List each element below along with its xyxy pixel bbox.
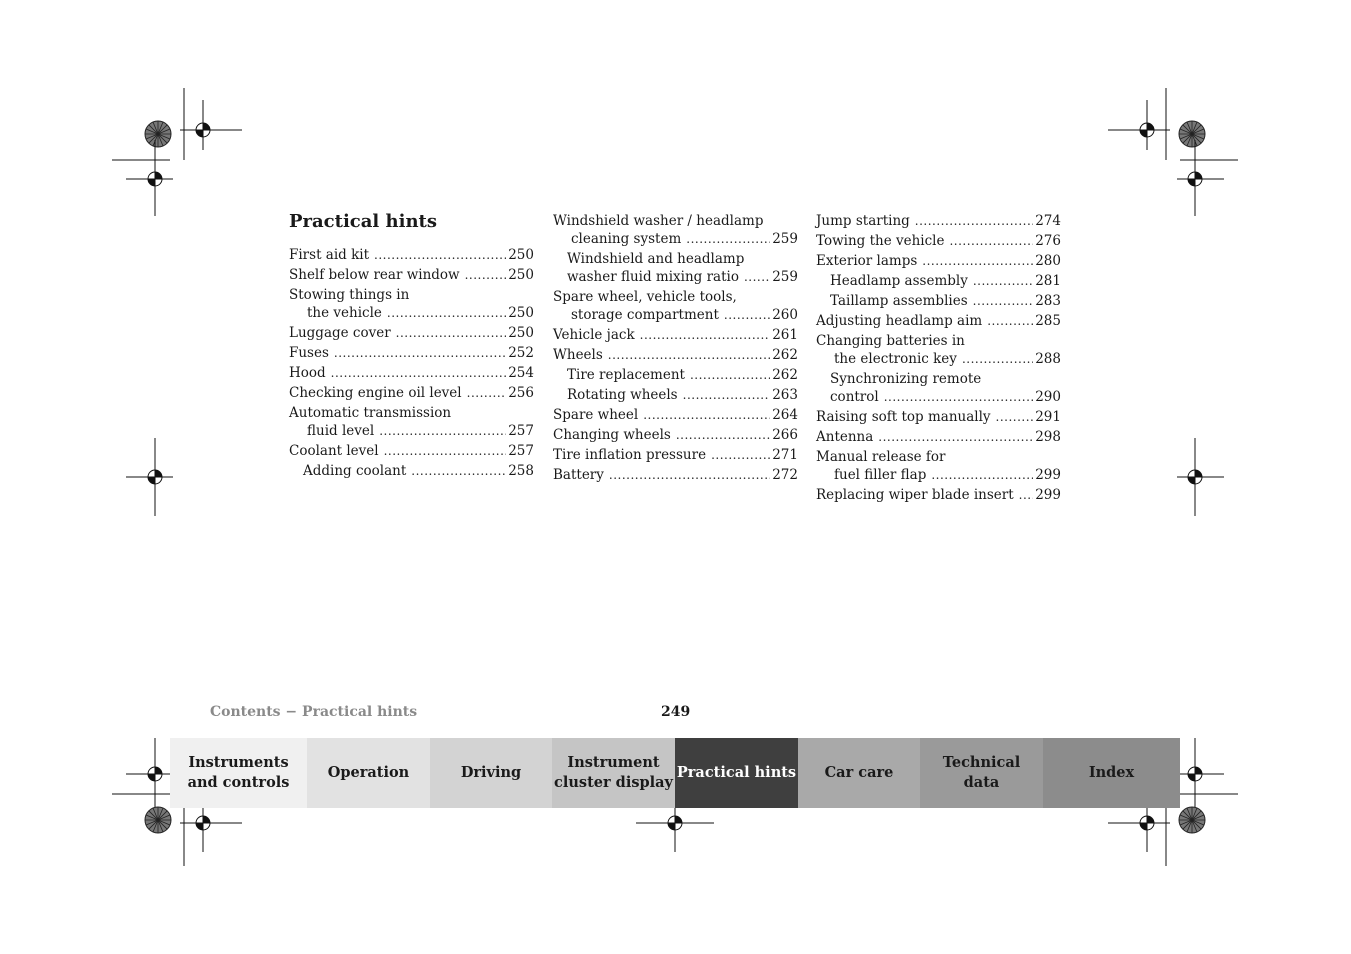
toc-entry-spare-wheel[interactable]: Spare wheel ..... 264 — [553, 406, 798, 424]
toc-column-2 — [553, 212, 798, 486]
toc-entry-transmission-fluid[interactable]: Automatic transmission fluid level ..... 257 — [289, 404, 534, 440]
toc-entry-synchronizing-remote[interactable]: Synchronizing remote control ..... 290 — [816, 370, 1061, 406]
toc-entry-raising-soft-top[interactable]: Raising soft top manually ..... 291 — [816, 408, 1061, 426]
toc-entry-antenna[interactable]: Antenna ..... 298 — [816, 428, 1061, 446]
tab-index[interactable]: Index — [1043, 738, 1180, 808]
toc-entry-first-aid-kit[interactable]: First aid kit ..... 250 — [289, 246, 534, 264]
toc-entry-washer-fluid-mixing[interactable]: Windshield and headlamp washer fluid mixing ratio ..... 259 — [553, 250, 798, 286]
toc-entry-changing-batteries[interactable]: Changing batteries in the electronic key ..... 288 — [816, 332, 1061, 368]
toc-entry-jump-starting[interactable]: Jump starting ..... 274 — [816, 212, 1061, 230]
tab-technical-data[interactable]: Technical data — [920, 738, 1043, 808]
tab-operation[interactable]: Operation — [307, 738, 430, 808]
footer-section-label: Contents − Practical hints — [210, 704, 418, 720]
toc-entry-adding-coolant[interactable]: Adding coolant ..... 258 — [289, 462, 534, 480]
page-number: 249 — [661, 704, 691, 720]
toc-entry-coolant-level[interactable]: Coolant level ..... 257 — [289, 442, 534, 460]
toc-entry-spare-wheel-tools[interactable]: Spare wheel, vehicle tools, storage compartment ..... 260 — [553, 288, 798, 324]
toc-entry-battery[interactable]: Battery ..... 272 — [553, 466, 798, 484]
toc-entry-headlamp-assembly[interactable]: Headlamp assembly ..... 281 — [816, 272, 1061, 290]
toc-entry-shelf-below-rear-window[interactable]: Shelf below rear window ..... 250 — [289, 266, 534, 284]
toc-entry-wiper-blade-insert[interactable]: Replacing wiper blade insert ..... 299 — [816, 486, 1061, 504]
tab-instrument-cluster-display[interactable]: Instrument cluster display — [552, 738, 675, 808]
tab-practical-hints[interactable]: Practical hints — [675, 738, 798, 808]
toc-entry-tire-inflation-pressure[interactable]: Tire inflation pressure ..... 271 — [553, 446, 798, 464]
toc-entry-stowing-things[interactable]: Stowing things in the vehicle ..... 250 — [289, 286, 534, 322]
toc-entry-exterior-lamps[interactable]: Exterior lamps ..... 280 — [816, 252, 1061, 270]
toc-entry-fuses[interactable]: Fuses ..... 252 — [289, 344, 534, 362]
toc-entry-windshield-washer[interactable]: Windshield washer / headlamp cleaning system ..... 259 — [553, 212, 798, 248]
toc-entry-changing-wheels[interactable]: Changing wheels ..... 266 — [553, 426, 798, 444]
toc-entry-adjusting-headlamp-aim[interactable]: Adjusting headlamp aim ..... 285 — [816, 312, 1061, 330]
tab-car-care[interactable]: Car care — [798, 738, 920, 808]
chapter-tab-bar — [170, 738, 1180, 808]
toc-entry-vehicle-jack[interactable]: Vehicle jack ..... 261 — [553, 326, 798, 344]
toc-entry-hood[interactable]: Hood ..... 254 — [289, 364, 534, 382]
toc-entry-wheels[interactable]: Wheels ..... 262 — [553, 346, 798, 364]
toc-entry-tire-replacement[interactable]: Tire replacement ..... 262 — [553, 366, 798, 384]
tab-instruments-and-controls[interactable]: Instruments and controls — [170, 738, 307, 808]
toc-entry-luggage-cover[interactable]: Luggage cover ..... 250 — [289, 324, 534, 342]
toc-column-3 — [816, 212, 1061, 506]
toc-entry-towing-vehicle[interactable]: Towing the vehicle ..... 276 — [816, 232, 1061, 250]
tab-driving[interactable]: Driving — [430, 738, 552, 808]
toc-entry-taillamp-assemblies[interactable]: Taillamp assemblies ..... 283 — [816, 292, 1061, 310]
section-title: Practical hints — [289, 211, 437, 232]
toc-entry-fuel-filler-flap[interactable]: Manual release for fuel filler flap ..... 299 — [816, 448, 1061, 484]
toc-entry-rotating-wheels[interactable]: Rotating wheels ..... 263 — [553, 386, 798, 404]
toc-column-1 — [289, 246, 534, 482]
toc-entry-checking-engine-oil[interactable]: Checking engine oil level ..... 256 — [289, 384, 534, 402]
